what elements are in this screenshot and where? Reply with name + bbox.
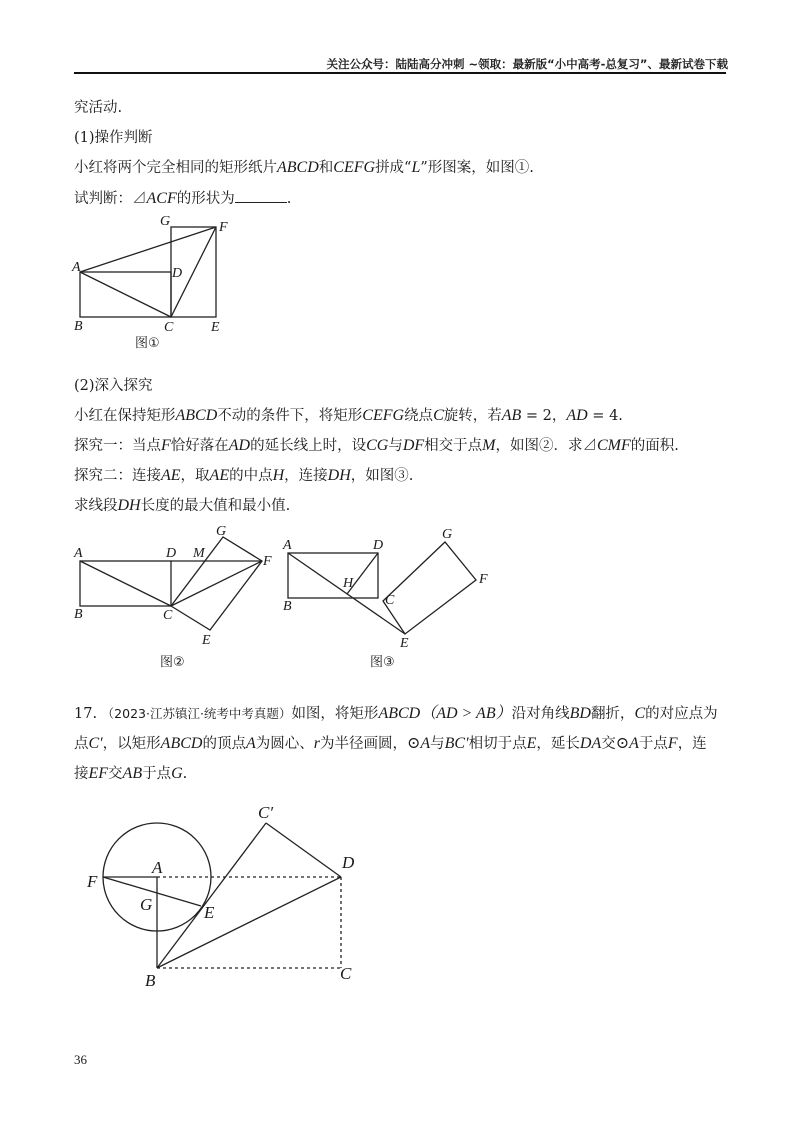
fig1-label-d: D (172, 266, 183, 281)
fig4-line-bc-prime (157, 823, 266, 968)
fig4-label-f: F (87, 872, 98, 891)
fig3-label-e: E (400, 636, 409, 651)
q16-part2-title: (2)深入探究 (74, 378, 153, 394)
q16-explore2: 探究二：连接AE，取AE的中点H，连接DH，如图③. (74, 467, 414, 484)
fig2-label-m: M (193, 546, 205, 561)
q16-part2-line1: 小红在保持矩形ABCD不动的条件下，将矩形CEFG绕点C旋转，若AB = 2，AD = 4. (74, 407, 623, 424)
fig2-label-e: E (202, 633, 211, 648)
page-header: 关注公众号：陆陆高分冲刺 ~领取：最新版“小中高考-总复习”、最新试卷下载 (326, 57, 728, 71)
fig2-line-cf (171, 561, 262, 606)
q17-line2: 点C′，以矩形ABCD的顶点A为圆心、r为半径画圆，⊙A与BC′相切于点E，延长DA交⊙A于点F，连 (74, 735, 707, 752)
figure-1 (80, 227, 216, 317)
fig2-label-c: C (163, 608, 173, 623)
fig1-line-ac (80, 272, 171, 317)
q16-line-intro: 究活动. (74, 100, 123, 116)
fig3-rect-cefg (383, 542, 476, 634)
fig3-label-c: C (385, 593, 395, 608)
fig3-label-d: D (373, 538, 384, 553)
q17-line3: 接EF交AB于点G. (74, 765, 188, 782)
figure-4 (103, 823, 341, 968)
q16-part1-line1: 小红将两个完全相同的矩形纸片ABCD和CEFG拼成“L”形图案，如图①. (74, 159, 534, 176)
fig3-caption: 图③ (370, 655, 395, 670)
fig1-label-e: E (211, 320, 220, 335)
fig3-label-a: A (283, 538, 292, 553)
figure-3 (288, 542, 476, 634)
fig3-label-f: F (479, 572, 488, 587)
q16-explore1: 探究一：当点F恰好落在AD的延长线上时，设CG与DF相交于点M，如图②．求⊿CMF的面积. (74, 437, 679, 454)
fig2-label-a: A (74, 546, 83, 561)
fig4-label-d: D (342, 853, 355, 872)
fig4-label-e: E (204, 903, 215, 922)
fig1-label-g: G (160, 214, 171, 229)
fig4-label-a: A (152, 858, 163, 877)
fig1-caption: 图① (135, 336, 160, 351)
q16-explore2-line2: 求线段DH长度的最大值和最小值. (74, 497, 291, 514)
fig3-label-g: G (442, 527, 453, 542)
q17-line1: 17. （2023·江苏镇江·统考中考真题）如图，将矩形ABCD（AD > AB）沿对角线BD翻折，C的对应点为 (74, 705, 718, 722)
fig4-line-bd (157, 877, 341, 968)
fig4-label-c: C (340, 964, 352, 983)
fig3-label-h: H (343, 576, 354, 591)
fig1-line-af (80, 227, 216, 272)
fig2-label-d: D (166, 546, 177, 561)
fig2-label-g: G (216, 524, 227, 539)
page-number: 36 (74, 1052, 87, 1067)
fig4-label-b: B (145, 971, 156, 990)
fig4-line-c-prime-d (266, 823, 341, 877)
fig4-label-g: G (140, 895, 153, 914)
fig3-rect-abcd (288, 553, 378, 598)
fig2-label-f: F (263, 554, 272, 569)
fig1-label-f: F (219, 220, 228, 235)
fig1-label-a: A (72, 260, 81, 275)
fig2-caption: 图② (160, 655, 185, 670)
fig1-label-c: C (164, 320, 174, 335)
fig3-label-b: B (283, 599, 292, 614)
fig2-line-ac (80, 561, 171, 606)
q16-part1-line2: 试判断：⊿ACF的形状为 . (74, 190, 292, 207)
fig1-label-b: B (74, 319, 83, 334)
fig4-label-c-prime: C′ (258, 803, 274, 822)
q16-part1-title: (1)操作判断 (74, 130, 153, 146)
fig2-label-b: B (74, 607, 83, 622)
